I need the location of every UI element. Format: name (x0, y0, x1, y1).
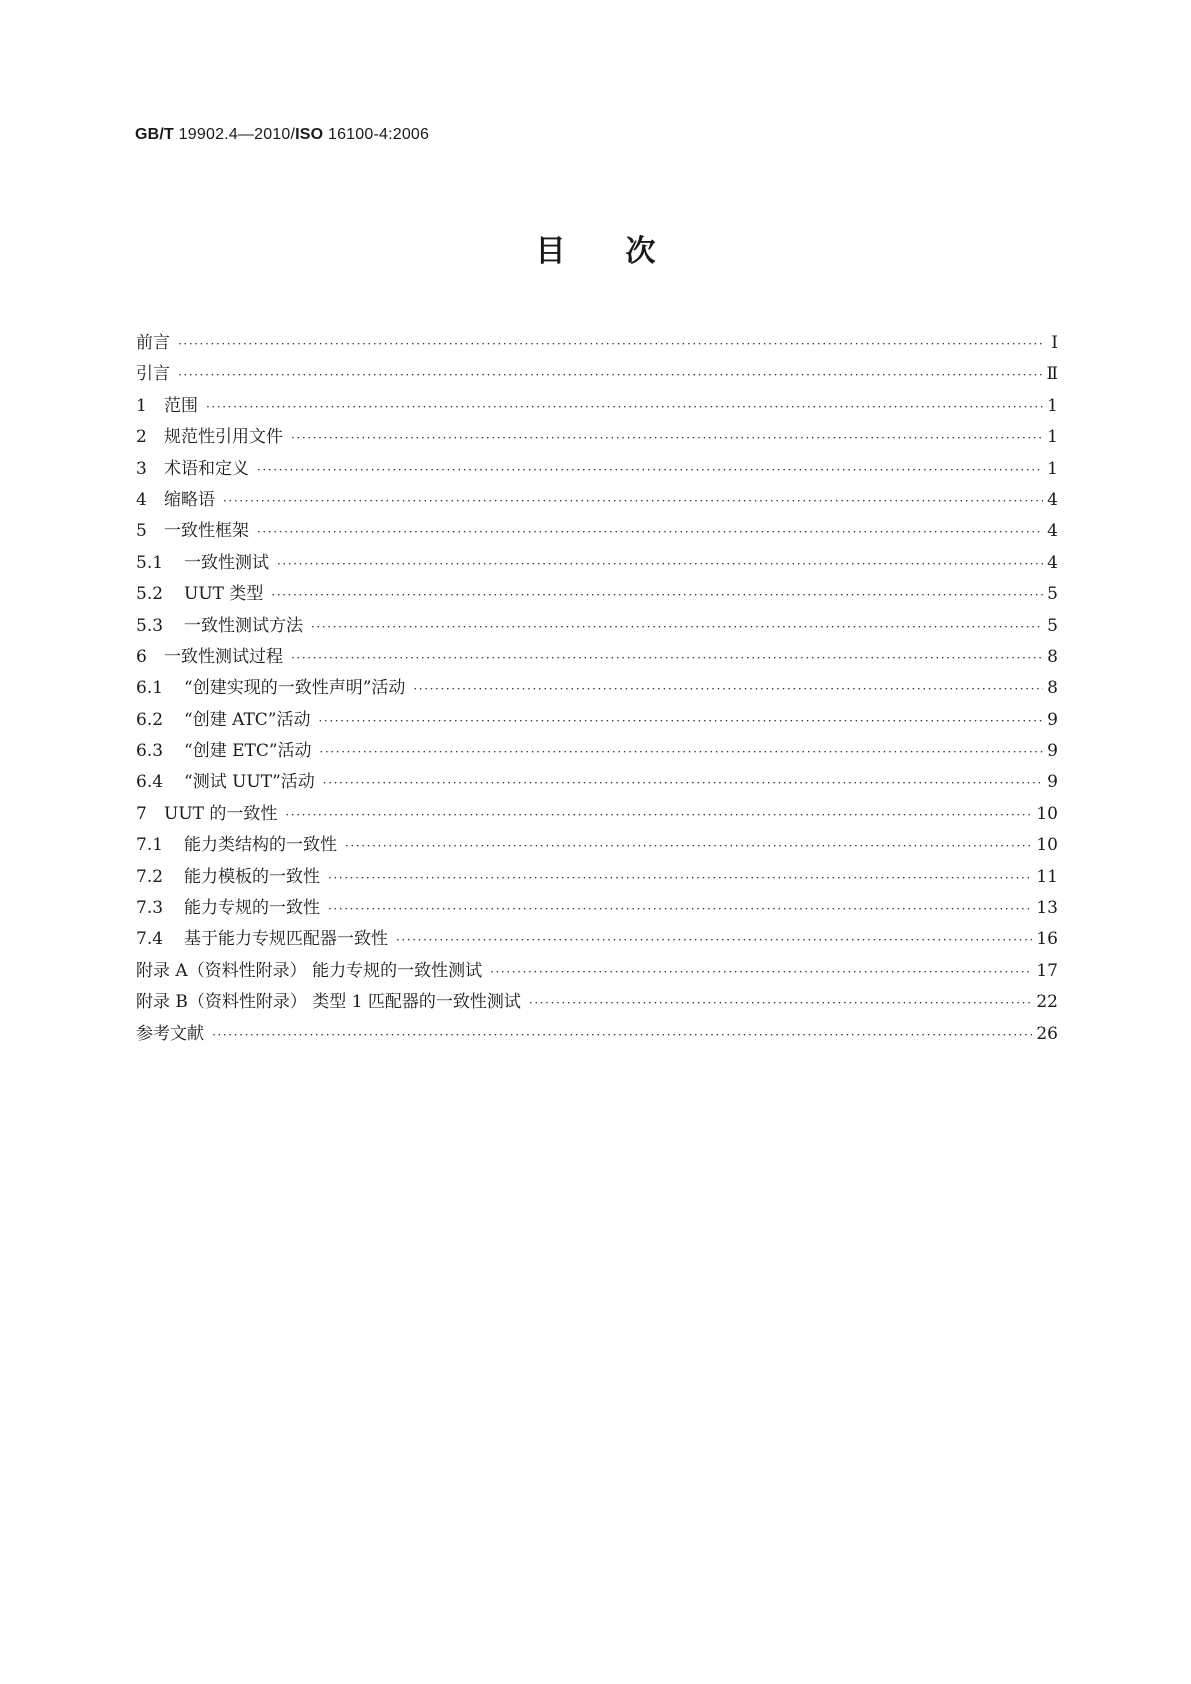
toc-entry-page: 9 (1047, 709, 1058, 730)
toc-entry[interactable] (136, 391, 1058, 422)
iso-number: 16100-4:2006 (323, 126, 430, 143)
toc-entry-number: 5 (136, 521, 147, 542)
toc-entry-number: 6.2 (136, 709, 164, 730)
toc-leader-dots (490, 965, 1032, 979)
toc-entry[interactable] (136, 359, 1058, 390)
toc-leader-dots (318, 714, 1043, 728)
toc-entry-number: 7 (136, 803, 147, 824)
toc-entry[interactable] (136, 799, 1058, 830)
toc-entry[interactable] (136, 1019, 1058, 1050)
title-char-1: 目 (535, 234, 566, 269)
toc-entry-number: 3 (136, 458, 147, 479)
toc-entry-label: 附录 B（资料性附录） 类型 1 匹配器的一致性测试 (136, 992, 521, 1013)
toc-entry[interactable] (136, 705, 1058, 736)
toc-leader-dots (178, 337, 1044, 351)
toc-entry-number: 1 (136, 395, 147, 416)
toc-entry-label: 能力模板的一致性 (184, 866, 320, 887)
toc-entry[interactable] (136, 611, 1058, 642)
toc-entry[interactable] (136, 579, 1058, 610)
toc-entry[interactable] (136, 673, 1058, 704)
toc-entry-label: 一致性测试方法 (184, 615, 303, 636)
toc-entry-label: 术语和定义 (164, 458, 249, 479)
toc-entry-label: 一致性测试 (184, 552, 269, 573)
toc-entry-number: 4 (136, 489, 147, 510)
toc-leader-dots (285, 808, 1032, 822)
toc-leader-dots (396, 933, 1032, 947)
toc-entry[interactable] (136, 830, 1058, 861)
toc-leader-dots (413, 682, 1043, 696)
toc-entry-number: 2 (136, 427, 147, 448)
toc-entry[interactable] (136, 736, 1058, 767)
toc-entry-page: 17 (1036, 960, 1058, 981)
toc-entry-page: 16 (1036, 929, 1058, 950)
toc-entry-page: 11 (1036, 866, 1058, 887)
toc-entry-number: 5.3 (136, 615, 164, 636)
page-title (0, 226, 1191, 270)
toc-entry-number: 6.4 (136, 772, 164, 793)
toc-entry-number: 7.4 (136, 929, 164, 950)
toc-entry-page: 4 (1047, 521, 1058, 542)
toc-entry-page: 1 (1047, 427, 1058, 448)
toc-entry-page: 8 (1047, 646, 1058, 667)
toc-entry[interactable] (136, 328, 1058, 359)
toc-leader-dots (323, 776, 1043, 790)
toc-entry-page: 4 (1047, 489, 1058, 510)
toc-entry[interactable] (136, 454, 1058, 485)
toc-entry-page: Ⅰ (1051, 333, 1058, 353)
toc-entry[interactable] (136, 422, 1058, 453)
toc-entry[interactable] (136, 956, 1058, 987)
toc-leader-dots (320, 745, 1044, 759)
toc-entry-page: 8 (1047, 678, 1058, 699)
toc-entry[interactable] (136, 485, 1058, 516)
toc-entry-number: 7.2 (136, 866, 164, 887)
toc-leader-dots (345, 839, 1032, 853)
toc-leader-dots (328, 902, 1032, 916)
toc-entry-number: 7.1 (136, 835, 164, 856)
toc-leader-dots (257, 525, 1043, 539)
toc-entry-label: UUT 的一致性 (164, 803, 278, 824)
toc-entry-number: 5.1 (136, 552, 164, 573)
standard-code-header (135, 126, 429, 144)
toc-leader-dots (328, 871, 1032, 885)
toc-leader-dots (529, 996, 1032, 1010)
toc-entry-label: “创建 ATC”活动 (184, 709, 311, 730)
toc-entry-page: 1 (1047, 395, 1058, 416)
toc-entry[interactable] (136, 893, 1058, 924)
toc-entry-page: 5 (1047, 584, 1058, 605)
toc-entry[interactable] (136, 987, 1058, 1018)
toc-entry-number: 6.3 (136, 741, 164, 762)
toc-entry-page: 10 (1036, 835, 1058, 856)
toc-entry-label: “创建 ETC”活动 (184, 741, 312, 762)
toc-entry-label: 缩略语 (164, 489, 215, 510)
toc-entry-label: “创建实现的一致性声明”活动 (184, 678, 406, 699)
iso-prefix: ISO (295, 126, 324, 143)
toc-entry-label: 引言 (136, 364, 170, 385)
toc-entry-page: 9 (1047, 741, 1058, 762)
toc-leader-dots (178, 368, 1042, 382)
std-code-number: 19902.4—2010/ (174, 126, 296, 143)
toc-leader-dots (206, 400, 1043, 414)
toc-entry-label: 基于能力专规匹配器一致性 (184, 929, 388, 950)
toc-entry-label: “测试 UUT”活动 (184, 772, 315, 793)
toc-leader-dots (291, 431, 1043, 445)
toc-entry-number: 7.3 (136, 898, 164, 919)
toc-entry-label: 参考文献 (136, 1023, 204, 1044)
toc-entry[interactable] (136, 642, 1058, 673)
toc-entry-label: 范围 (164, 395, 198, 416)
toc-entry-page: 4 (1047, 552, 1058, 573)
toc-entry[interactable] (136, 548, 1058, 579)
toc-entry-label: 能力专规的一致性 (184, 898, 320, 919)
toc-entry-label: 能力类结构的一致性 (184, 835, 337, 856)
toc-entry-number: 6.1 (136, 678, 164, 699)
toc-entry[interactable] (136, 862, 1058, 893)
toc-leader-dots (212, 1028, 1032, 1042)
toc-entry[interactable] (136, 924, 1058, 955)
toc-entry-page: 22 (1036, 992, 1058, 1013)
toc-leader-dots (291, 651, 1043, 665)
toc-entry-page: 5 (1047, 615, 1058, 636)
toc-entry-label: 附录 A（资料性附录） 能力专规的一致性测试 (136, 960, 483, 981)
toc-entry[interactable] (136, 767, 1058, 798)
toc-entry-page: 10 (1036, 803, 1058, 824)
toc-entry[interactable] (136, 516, 1058, 547)
toc-leader-dots (257, 463, 1043, 477)
toc-entry-page: 13 (1036, 898, 1058, 919)
toc-entry-label: 前言 (136, 333, 170, 353)
std-code-prefix: GB/T (135, 126, 175, 143)
toc-leader-dots (277, 557, 1043, 571)
toc-entry-page: 1 (1047, 458, 1058, 479)
toc-leader-dots (271, 588, 1043, 602)
title-char-2: 次 (625, 234, 656, 269)
toc-entry-page: 9 (1047, 772, 1058, 793)
table-of-contents (136, 328, 1058, 1050)
toc-entry-label: 一致性框架 (164, 521, 249, 542)
toc-entry-page: Ⅱ (1046, 364, 1058, 385)
toc-entry-number: 5.2 (136, 584, 164, 605)
toc-entry-number: 6 (136, 646, 147, 667)
toc-leader-dots (223, 494, 1043, 508)
toc-leader-dots (311, 620, 1043, 634)
toc-entry-label: 规范性引用文件 (164, 427, 283, 448)
toc-entry-label: 一致性测试过程 (164, 646, 283, 667)
toc-entry-page: 26 (1036, 1023, 1058, 1044)
toc-entry-label: UUT 类型 (184, 584, 264, 605)
